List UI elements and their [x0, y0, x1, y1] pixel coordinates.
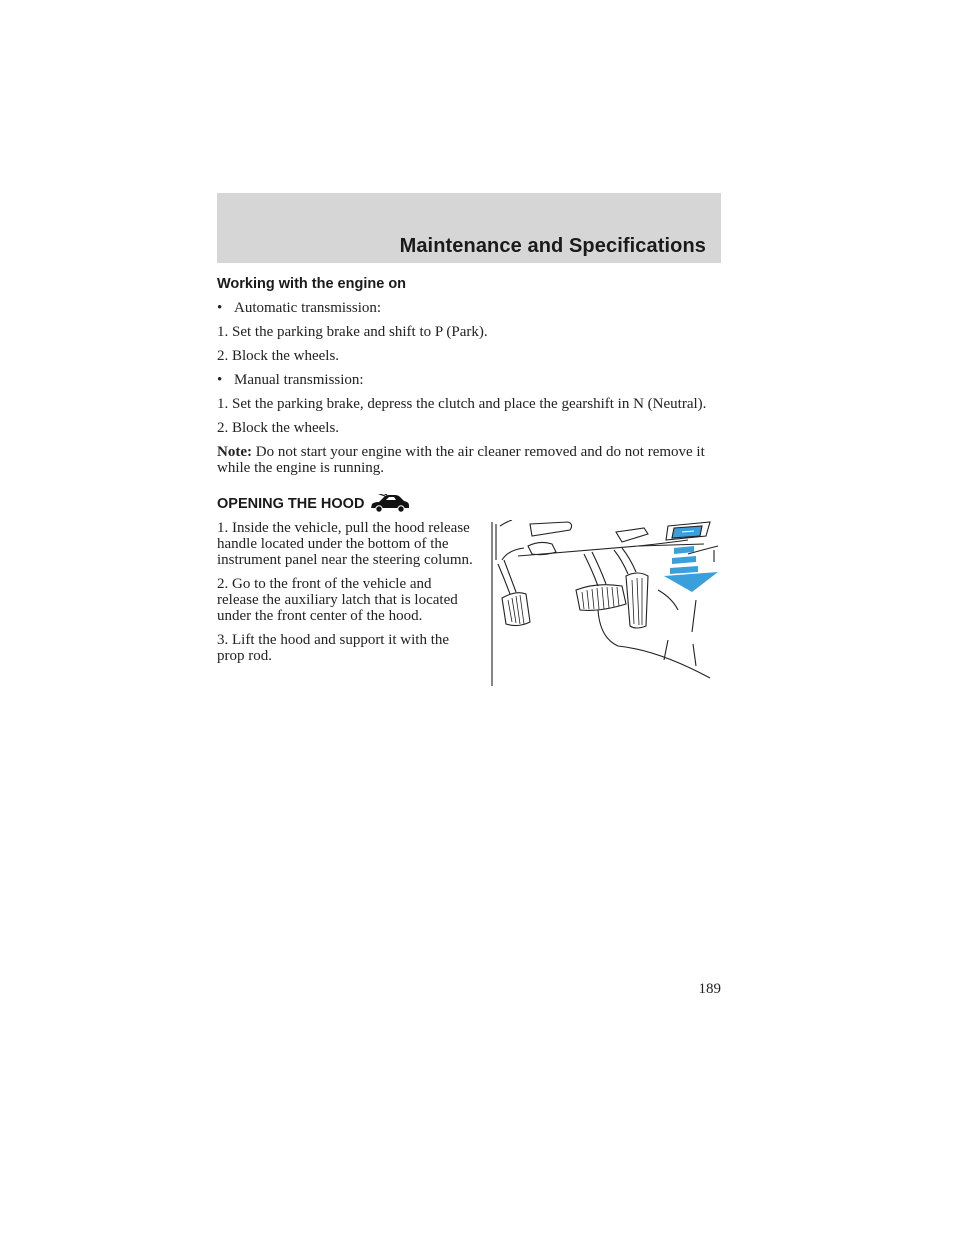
hood-heading-row — [217, 494, 721, 514]
note-text: Do not start your engine with the air cleaner removed and do not remove it while the engine is running. — [217, 444, 705, 476]
bullet-automatic-text: Automatic transmission: — [234, 300, 382, 316]
hood-release-pedals-illustration — [488, 520, 721, 688]
manual-step-2: 2. Block the wheels. — [217, 420, 340, 436]
bullet-dot-icon: • — [217, 300, 223, 316]
auto-step-2: 2. Block the wheels. — [217, 348, 340, 364]
bullet-manual-text: Manual transmission: — [234, 372, 364, 388]
note-paragraph — [217, 444, 721, 476]
section-title: Maintenance and Specifications — [399, 235, 706, 257]
page-content — [217, 276, 721, 672]
car-hood-icon — [369, 494, 411, 514]
auto-step-1: 1. Set the parking brake and shift to P (Park). — [217, 324, 488, 340]
hood-step-1: 1. Inside the vehicle, pull the hood release handle located under the bottom of the instrument panel near the steering column. — [217, 520, 473, 568]
hood-section — [217, 520, 721, 664]
bullet-manual — [217, 372, 721, 388]
page-number: 189 — [698, 981, 721, 997]
engine-on-heading: Working with the engine on — [217, 276, 407, 292]
note-label: Note: — [217, 444, 252, 460]
section-header-band — [217, 193, 721, 263]
hood-step-2: 2. Go to the front of the vehicle and release the auxiliary latch that is located under the front center of the hood. — [217, 576, 458, 624]
manual-step-1: 1. Set the parking brake, depress the clutch and place the gearshift in N (Neutral). — [217, 396, 707, 412]
hood-step-3: 3. Lift the hood and support it with the prop rod. — [217, 632, 450, 664]
hood-heading: OPENING THE HOOD — [217, 496, 365, 512]
bullet-dot-icon: • — [217, 372, 223, 388]
bullet-automatic — [217, 300, 721, 316]
